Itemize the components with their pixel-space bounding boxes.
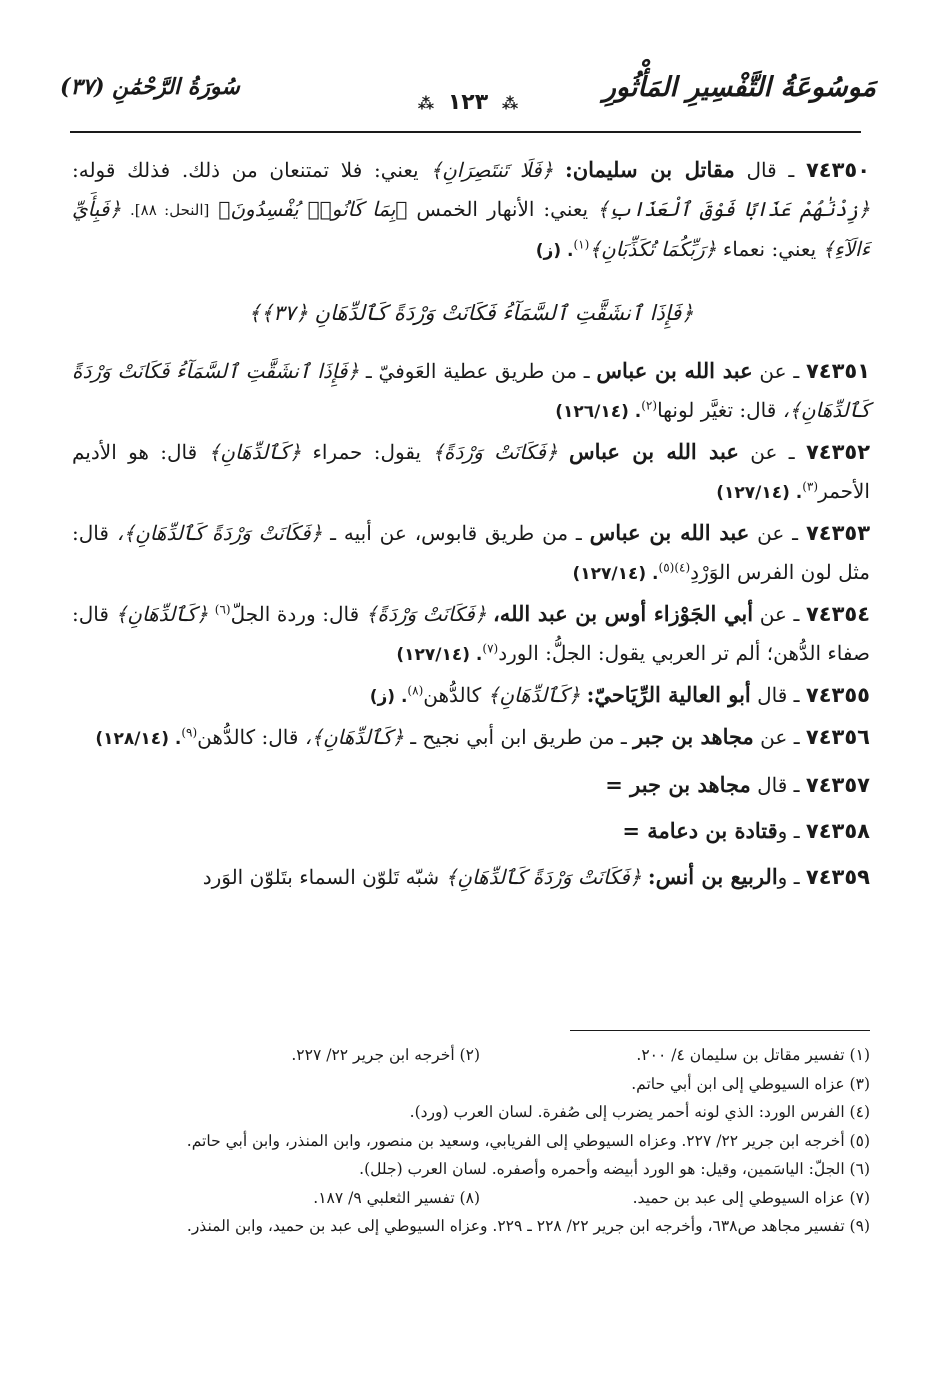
narrator-name: عبد الله بن عباس — [569, 439, 739, 464]
entry-number: ٧٤٣٥٦ — [805, 725, 870, 749]
entry-7355 — [72, 675, 870, 717]
narrator-name: عبد الله بن عباس — [596, 358, 753, 383]
entry-text: قال: كالدُّهن — [197, 725, 299, 749]
entry-text: ـ عن — [760, 725, 800, 749]
main-text — [72, 150, 870, 897]
footnote-row — [70, 1184, 870, 1213]
narrator-name: عبد الله بن عباس — [589, 520, 750, 545]
entry-number: ٧٤٣٥٣ — [805, 521, 871, 545]
entry-7357 — [72, 765, 870, 805]
quran-quote: ﴿كَٱلدِّهَانِ﴾، — [304, 725, 404, 749]
entry-number: ٧٤٣٥٠ — [805, 158, 871, 182]
entry-text: ـ و — [777, 819, 800, 843]
quran-quote: ﴿زِدْنَٰهُمْ عَذَابًا فَوْقَ ٱلْعَذَابِ﴾ — [597, 197, 871, 221]
entry-text: ـ عن — [759, 359, 800, 383]
narrator-name: قتادة بن دعامة = — [622, 818, 778, 843]
entry-text: ـ من طريق عطية العَوفيّ ـ — [365, 359, 590, 383]
source-ref: . (١٢٧/١٤) — [572, 564, 659, 584]
footnote-6: (٦) الجلّ: الياسَمين، وقيل: هو الورد أبيضه وأحمره وأصفره. لسان العرب (جلل). — [359, 1160, 870, 1178]
footnote-marker: (٤)(٥) — [658, 560, 691, 575]
entry-text: يقول: حمراء — [312, 440, 421, 464]
footnote-5: (٥) أخرجه ابن جرير ٢٢/ ٢٢٧. وعزاه السيوطي إلى الفريابي، وسعيد بن منصور، وابن المنذر، وابن أبي حاتم. — [186, 1131, 870, 1150]
footnote-8: (٨) تفسير الثعلبي ٩/ ١٨٧. — [313, 1188, 480, 1207]
quran-quote: ﴿فَكَانَتْ وَرْدَةً كَٱلدِّهَانِ﴾، — [116, 521, 323, 545]
running-header — [60, 68, 876, 124]
entry-7358 — [72, 811, 870, 851]
entry-text: ـ و — [777, 865, 800, 889]
entry-number: ٧٤٣٥٨ — [805, 819, 870, 843]
page-number: ١٢٣ — [447, 90, 489, 115]
entry-text: [النحل: ٨٨]. — [130, 201, 210, 219]
source-ref: . (ز) — [535, 241, 574, 261]
ornament-icon: ⁂ — [501, 94, 519, 113]
entry-text: ـ عن — [759, 602, 800, 626]
quran-quote: ﴿فَكَانَتْ وَرْدَةً﴾ — [365, 602, 487, 626]
footnote-rule — [570, 1030, 870, 1031]
ornament-icon: ⁂ — [417, 94, 435, 113]
entry-text: ـ قال — [757, 773, 800, 797]
narrator-name: مجاهد بن جبر = — [605, 772, 751, 797]
entry-text: ـ عن — [750, 440, 795, 464]
entry-7354 — [72, 594, 870, 675]
entry-number: ٧٤٣٥٤ — [805, 602, 871, 626]
quran-quote: ﴿فَإِذَا ٱنشَقَّتِ ٱلسَّمَآءُ فَكَانَتْ وَرْدَةً كَٱلدِّهَانِ﴾، — [72, 359, 870, 422]
footnote-marker: (٨) — [407, 683, 424, 698]
footnote-marker: (٦) — [214, 602, 231, 617]
narrator-name: مقاتل بن سليمان: — [564, 157, 735, 182]
surah-title: سُورَةُ الرَّحْمَٰنِ (٣٧) — [60, 74, 240, 100]
source-ref: . (١٢٧/١٤) — [396, 645, 483, 665]
footnote-marker: (٢) — [641, 398, 658, 413]
entry-text: قال: تغيَّر لونها — [657, 398, 777, 422]
entry-text: يعني: الأنهار الخمس — [416, 197, 589, 221]
header-rule — [70, 131, 861, 133]
entry-7359 — [72, 857, 870, 897]
footnote-marker: (١) — [573, 237, 590, 252]
book-title: مَوسُوعَةُ التَّفْسِيرِ المَأْثُورِ — [602, 72, 876, 103]
entry-number: ٧٤٣٥٥ — [805, 683, 870, 707]
quran-quote: ﴿رَبِّكُمَا تُكَذِّبَانِ﴾ — [589, 237, 717, 261]
entry-text: قال: وردة الجلّ — [230, 602, 360, 626]
quran-quote: ﴿كَٱلدِّهَانِ﴾ — [115, 602, 209, 626]
entry-text: ـ من طريق ابن أبي نجيح ـ — [410, 725, 627, 749]
entry-number: ٧٤٣٥٩ — [805, 865, 870, 889]
entry-text: قال: هو الأديم الأحمر — [72, 440, 870, 503]
entry-7350 — [72, 150, 870, 271]
footnote-marker: (٩) — [181, 725, 198, 740]
quran-quote: ﴿فَكَانَتْ وَرْدَةً كَٱلدِّهَانِ﴾ — [445, 865, 642, 889]
footnote-row — [70, 1041, 870, 1070]
footnote-1: (١) تفسير مقاتل بن سليمان ٤/ ٢٠٠. — [636, 1046, 870, 1064]
source-ref: . (١٢٦/١٤) — [555, 402, 642, 422]
entry-7353 — [72, 513, 870, 594]
entry-text: ـ عن — [757, 521, 799, 545]
entry-text: كالدُّهن — [423, 683, 482, 707]
entry-text: ـ من طريق قابوس، عن أبيه ـ — [330, 521, 582, 545]
quran-quote: ﴿كَٱلدِّهَانِ﴾ — [487, 683, 581, 707]
footnote-2: (٢) أخرجه ابن جرير ٢٢/ ٢٢٧. — [291, 1046, 480, 1064]
footnotes — [70, 1041, 870, 1241]
quran-quote: ﴿فَبِأَيِّ ءَالَآءِ﴾ — [72, 197, 870, 261]
narrator-name: مجاهد بن جبر — [633, 724, 754, 749]
entry-text: يعني: فلا تمتنعان من ذلك. فذلك قوله: — [72, 158, 419, 182]
footnote-4: (٤) الفرس الورد: الذي لونه أحمر يضرب إلى صُفرة. لسان العرب (ورد). — [409, 1103, 870, 1121]
narrator-name: أبو العالية الرِّيَاحيّ: — [586, 682, 751, 707]
entry-text: شبّه تَلوّن السماء بتَلوّن الوَرد — [202, 865, 440, 889]
entry-text: قال: صفاء الدُّهن؛ ألم تر العربي يقول: الجلُّ: الورد — [72, 602, 870, 665]
narrator-name: الربيع بن أنس: — [647, 864, 778, 889]
quran-quote: ﴿فَكَانَتْ وَرْدَةً﴾ — [432, 440, 558, 464]
entry-text: قال: مثل لون الفرس الوَرْدِ — [72, 521, 870, 584]
footnote-marker: (٧) — [482, 641, 499, 656]
entry-text: يعني: نعماء — [722, 237, 817, 261]
footnote-9: (٩) تفسير مجاهد ص٦٣٨، وأخرجه ابن جرير ٢٢/ ٢٢٨ ـ ٢٢٩. وعزاه السيوطي إلى عبد بن حميد، وابن المنذر. — [186, 1217, 870, 1235]
quran-quote: ﴿كَٱلدِّهَانِ﴾ — [208, 440, 302, 464]
entry-7351 — [72, 351, 870, 432]
entry-7352 — [72, 432, 870, 513]
entry-number: ٧٤٣٥١ — [805, 359, 871, 383]
source-ref: . (١٢٧/١٤) — [716, 483, 803, 503]
footnote-marker: (٣) — [802, 479, 819, 494]
verse-heading: ﴿فَإِذَا ٱنشَقَّتِ ٱلسَّمَآءُ فَكَانَتْ وَرْدَةً كَٱلدِّهَانِ ﴿٣٧﴾﴾ — [248, 301, 694, 325]
footnote-7: (٧) عزاه السيوطي إلى عبد بن حميد. — [632, 1188, 870, 1207]
quran-quote: ﴿بِمَا كَانُوا۟ يُفْسِدُونَ﴾ — [218, 197, 408, 221]
quran-quote: ﴿فَلَا تَنتَصِرَانِ﴾ — [430, 158, 554, 182]
source-ref: . (١٢٨/١٤) — [95, 729, 182, 749]
entry-number: ٧٤٣٥٧ — [805, 773, 870, 797]
entry-7356 — [72, 717, 870, 759]
entry-text: ـ قال — [757, 683, 800, 707]
footnote-3: (٣) عزاه السيوطي إلى ابن أبي حاتم. — [631, 1074, 870, 1093]
entry-number: ٧٤٣٥٢ — [805, 440, 871, 464]
entry-text: ـ قال — [746, 158, 795, 182]
narrator-name: أبي الجَوْزاء أوس بن عبد الله، — [493, 601, 754, 626]
source-ref: . (ز) — [369, 687, 408, 707]
